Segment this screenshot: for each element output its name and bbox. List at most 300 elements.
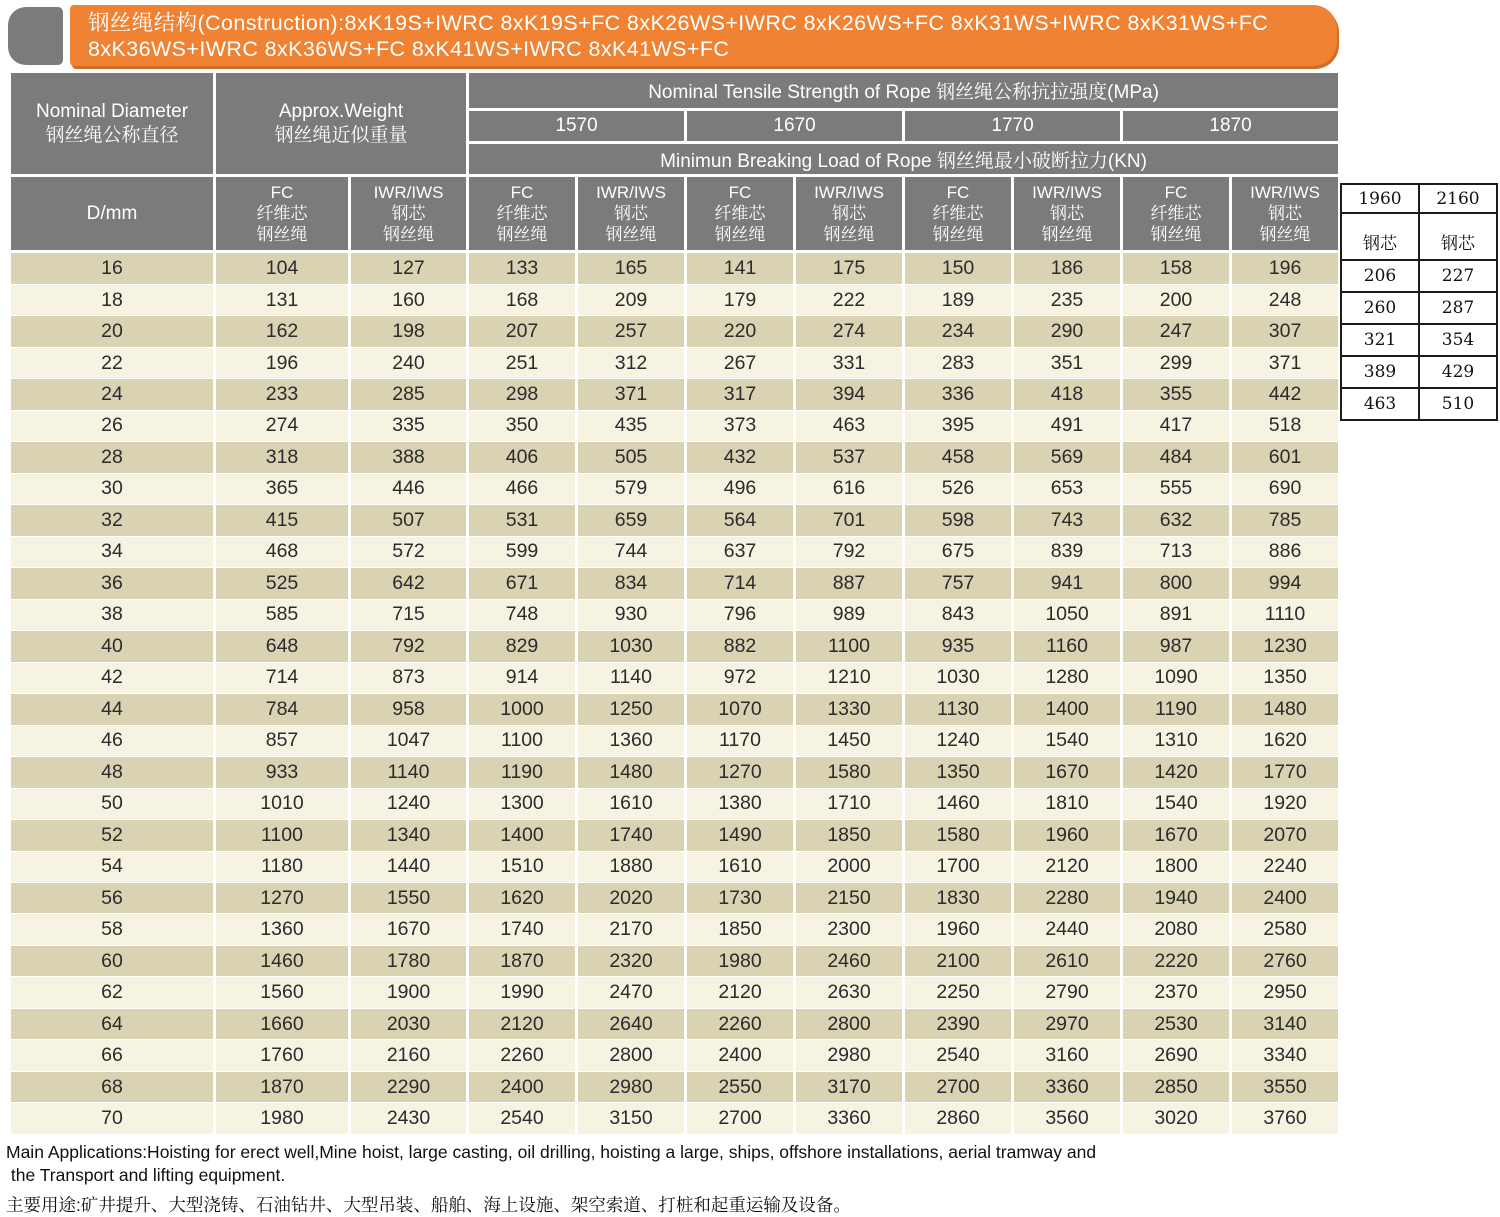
breaking-load-cell: 189 (904, 284, 1013, 315)
breaking-load-cell: 632 (1122, 505, 1231, 536)
breaking-load-cell: 1560 (215, 977, 350, 1008)
breaking-load-cell: 442 (1231, 379, 1340, 410)
breaking-load-cell: 1110 (1231, 599, 1340, 630)
breaking-load-cell: 2240 (1231, 851, 1340, 882)
iwr-iws-column-header: IWR/IWS 钢芯 钢丝绳 (1013, 176, 1122, 252)
breaking-load-cell: 2970 (1013, 1008, 1122, 1039)
nominal-diameter-zh: 钢丝绳公称直径 (45, 124, 179, 146)
breaking-load-cell: 891 (1122, 599, 1231, 630)
breaking-load-cell: 2630 (795, 977, 904, 1008)
breaking-load-cell: 3340 (1231, 1040, 1340, 1071)
breaking-load-cell: 2440 (1013, 914, 1122, 945)
extra-grade-core-row (1341, 213, 1497, 260)
breaking-load-cell: 1770 (1231, 757, 1340, 788)
breaking-load-cell: 1180 (215, 851, 350, 882)
breaking-load-cell: 1030 (904, 662, 1013, 693)
breaking-load-cell: 2700 (686, 1103, 795, 1135)
breaking-load-cell: 2030 (350, 1008, 468, 1039)
breaking-load-cell: 235 (1013, 284, 1122, 315)
diameter-cell: 22 (10, 347, 215, 378)
extra-grade-data-row (1341, 388, 1497, 420)
breaking-load-cell: 2550 (686, 1071, 795, 1102)
breaking-load-cell: 1670 (1013, 757, 1122, 788)
fc-column-header: FC 纤维芯 钢丝绳 (215, 176, 350, 252)
breaking-load-cell: 525 (215, 568, 350, 599)
breaking-load-cell: 784 (215, 694, 350, 725)
breaking-load-cell: 458 (904, 442, 1013, 473)
breaking-load-cell: 564 (686, 505, 795, 536)
table-row (10, 820, 1340, 851)
breaking-load-cell: 3550 (1231, 1071, 1340, 1102)
diameter-cell: 36 (10, 568, 215, 599)
breaking-load-cell: 1940 (1122, 883, 1231, 914)
breaking-load-cell: 1740 (577, 820, 686, 851)
breaking-load-cell: 1870 (215, 1071, 350, 1102)
extra-grade-header-row (1341, 184, 1497, 213)
breaking-load-cell: 234 (904, 316, 1013, 347)
breaking-load-cell: 744 (577, 536, 686, 567)
breaking-load-cell: 1140 (350, 757, 468, 788)
breaking-load-cell: 714 (686, 568, 795, 599)
breaking-load-cell: 2020 (577, 883, 686, 914)
table-row (10, 1071, 1340, 1102)
breaking-load-cell: 1310 (1122, 725, 1231, 756)
breaking-load-cell: 318 (215, 442, 350, 473)
breaking-load-cell: 935 (904, 631, 1013, 662)
breaking-load-cell: 371 (1231, 347, 1340, 378)
construction-banner-line2: 8xK36WS+IWRC 8xK36WS+FC 8xK41WS+IWRC 8xK41WS+FC (88, 37, 730, 61)
diameter-cell: 58 (10, 914, 215, 945)
extra-grade-value-cell: 321 (1341, 324, 1419, 356)
breaking-load-cell: 418 (1013, 379, 1122, 410)
fc-column-header: FC 纤维芯 钢丝绳 (1122, 176, 1231, 252)
breaking-load-cell: 2000 (795, 851, 904, 882)
breaking-load-cell: 1440 (350, 851, 468, 882)
table-row (10, 662, 1340, 693)
breaking-load-cell: 958 (350, 694, 468, 725)
breaking-load-cell: 1100 (215, 820, 350, 851)
breaking-load-cell: 435 (577, 410, 686, 441)
breaking-load-cell: 2860 (904, 1103, 1013, 1135)
breaking-load-cell: 3760 (1231, 1103, 1340, 1135)
breaking-load-cell: 351 (1013, 347, 1122, 378)
breaking-load-cell: 972 (686, 662, 795, 693)
breaking-load-cell: 1480 (577, 757, 686, 788)
breaking-load-cell: 989 (795, 599, 904, 630)
breaking-load-cell: 518 (1231, 410, 1340, 441)
breaking-load-cell: 1870 (468, 945, 577, 976)
breaking-load-cell: 1270 (215, 883, 350, 914)
breaking-load-cell: 930 (577, 599, 686, 630)
breaking-load-cell: 1000 (468, 694, 577, 725)
breaking-load-cell: 160 (350, 284, 468, 315)
breaking-load-cell: 240 (350, 347, 468, 378)
breaking-load-cell: 648 (215, 631, 350, 662)
breaking-load-cell: 133 (468, 252, 577, 285)
breaking-load-cell: 365 (215, 473, 350, 504)
breaking-load-cell: 1160 (1013, 631, 1122, 662)
breaking-load-cell: 834 (577, 568, 686, 599)
breaking-load-cell: 141 (686, 252, 795, 285)
breaking-load-cell: 2400 (1231, 883, 1340, 914)
diameter-cell: 26 (10, 410, 215, 441)
breaking-load-cell: 299 (1122, 347, 1231, 378)
breaking-load-cell: 1780 (350, 945, 468, 976)
diameter-cell: 16 (10, 252, 215, 285)
breaking-load-cell: 2120 (686, 977, 795, 1008)
breaking-load-cell: 283 (904, 347, 1013, 378)
breaking-load-cell: 1230 (1231, 631, 1340, 662)
diameter-cell: 54 (10, 851, 215, 882)
diameter-cell: 52 (10, 820, 215, 851)
extra-grade-value-cell: 260 (1341, 292, 1419, 324)
breaking-load-cell: 2320 (577, 945, 686, 976)
construction-banner (70, 5, 1337, 66)
breaking-load-cell: 350 (468, 410, 577, 441)
breaking-load-cell: 274 (795, 316, 904, 347)
breaking-load-cell: 1620 (1231, 725, 1340, 756)
diameter-cell: 50 (10, 788, 215, 819)
breaking-load-cell: 2640 (577, 1008, 686, 1039)
table-row (10, 757, 1340, 788)
breaking-load-cell: 290 (1013, 316, 1122, 347)
diameter-cell: 68 (10, 1071, 215, 1102)
breaking-load-cell: 839 (1013, 536, 1122, 567)
breaking-load-cell: 675 (904, 536, 1013, 567)
table-row (10, 945, 1340, 976)
breaking-load-cell: 1047 (350, 725, 468, 756)
breaking-load-cell: 388 (350, 442, 468, 473)
breaking-load-cell: 1100 (468, 725, 577, 756)
breaking-load-cell: 285 (350, 379, 468, 410)
diameter-cell: 56 (10, 883, 215, 914)
breaking-load-cell: 579 (577, 473, 686, 504)
breaking-load-cell: 933 (215, 757, 350, 788)
breaking-load-cell: 1850 (795, 820, 904, 851)
table-row (10, 851, 1340, 882)
breaking-load-cell: 209 (577, 284, 686, 315)
breaking-load-cell: 1380 (686, 788, 795, 819)
applications-en-line2: the Transport and lifting equipment. (6, 1165, 286, 1185)
rope-spec-table (8, 70, 1341, 1135)
breaking-load-cell: 200 (1122, 284, 1231, 315)
grade-1570-header: 1570 (468, 110, 686, 143)
table-row (10, 568, 1340, 599)
extra-grade-data-row (1341, 260, 1497, 292)
breaking-load-cell: 373 (686, 410, 795, 441)
breaking-load-cell: 2580 (1231, 914, 1340, 945)
breaking-load-cell: 857 (215, 725, 350, 756)
diameter-cell: 20 (10, 316, 215, 347)
breaking-load-cell: 415 (215, 505, 350, 536)
breaking-load-cell: 1920 (1231, 788, 1340, 819)
diameter-cell: 62 (10, 977, 215, 1008)
breaking-load-cell: 257 (577, 316, 686, 347)
breaking-load-cell: 1490 (686, 820, 795, 851)
diameter-cell: 32 (10, 505, 215, 536)
breaking-load-cell: 1100 (795, 631, 904, 662)
extra-grade-value-cell: 287 (1419, 292, 1497, 324)
iwr-iws-column-header: IWR/IWS 钢芯 钢丝绳 (350, 176, 468, 252)
breaking-load-cell: 507 (350, 505, 468, 536)
breaking-load-cell: 1400 (468, 820, 577, 851)
diameter-cell: 46 (10, 725, 215, 756)
table-row (10, 694, 1340, 725)
breaking-load-cell: 1130 (904, 694, 1013, 725)
breaking-load-cell: 158 (1122, 252, 1231, 285)
breaking-load-cell: 307 (1231, 316, 1340, 347)
table-row (10, 536, 1340, 567)
breaking-load-cell: 417 (1122, 410, 1231, 441)
breaking-load-cell: 1280 (1013, 662, 1122, 693)
breaking-load-cell: 2980 (795, 1040, 904, 1071)
steel-core-label: 钢芯 (1341, 213, 1419, 260)
breaking-load-cell: 1830 (904, 883, 1013, 914)
breaking-load-cell: 2540 (904, 1040, 1013, 1071)
breaking-load-cell: 585 (215, 599, 350, 630)
table-row (10, 1103, 1340, 1135)
table-row (10, 505, 1340, 536)
breaking-load-cell: 713 (1122, 536, 1231, 567)
approx-weight-zh: 钢丝绳近似重量 (274, 124, 408, 146)
table-row (10, 1008, 1340, 1039)
breaking-load-cell: 2100 (904, 945, 1013, 976)
breaking-load-cell: 2120 (1013, 851, 1122, 882)
diameter-cell: 18 (10, 284, 215, 315)
breaking-load-cell: 1960 (1013, 820, 1122, 851)
table-row (10, 914, 1340, 945)
breaking-load-cell: 162 (215, 316, 350, 347)
diameter-cell: 40 (10, 631, 215, 662)
breaking-load-cell: 395 (904, 410, 1013, 441)
breaking-load-cell: 1170 (686, 725, 795, 756)
breaking-load-cell: 887 (795, 568, 904, 599)
breaking-load-cell: 1610 (577, 788, 686, 819)
breaking-load-cell: 1620 (468, 883, 577, 914)
breaking-load-cell: 785 (1231, 505, 1340, 536)
breaking-load-cell: 1250 (577, 694, 686, 725)
breaking-load-cell: 1330 (795, 694, 904, 725)
breaking-load-cell: 1730 (686, 883, 795, 914)
breaking-load-cell: 1350 (904, 757, 1013, 788)
tensile-strength-header: Nominal Tensile Strength of Rope 钢丝绳公称抗拉强度(MPa) (468, 72, 1340, 110)
breaking-load-cell: 2290 (350, 1071, 468, 1102)
extra-grade-data-row (1341, 292, 1497, 324)
table-row (10, 379, 1340, 410)
breaking-load-cell: 701 (795, 505, 904, 536)
grade-1870-header: 1870 (1122, 110, 1340, 143)
extra-grade-value-cell: 354 (1419, 324, 1497, 356)
breaking-load-cell: 484 (1122, 442, 1231, 473)
breaking-load-cell: 104 (215, 252, 350, 285)
table-row (10, 599, 1340, 630)
rope-data-body (10, 252, 1340, 1135)
breaking-load-cell: 222 (795, 284, 904, 315)
breaking-load-cell: 1030 (577, 631, 686, 662)
breaking-load-cell: 598 (904, 505, 1013, 536)
breaking-load-cell: 2260 (686, 1008, 795, 1039)
breaking-load-cell: 1670 (1122, 820, 1231, 851)
breaking-load-cell: 659 (577, 505, 686, 536)
breaking-load-cell: 671 (468, 568, 577, 599)
breaking-load-cell: 1850 (686, 914, 795, 945)
breaking-load-cell: 131 (215, 284, 350, 315)
breaking-load-cell: 1240 (904, 725, 1013, 756)
breaking-load-cell: 743 (1013, 505, 1122, 536)
grade-1960-header: 1960 (1341, 184, 1419, 213)
breaking-load-cell: 2400 (468, 1071, 577, 1102)
breaking-load-cell: 2070 (1231, 820, 1340, 851)
breaking-load-cell: 1460 (904, 788, 1013, 819)
extra-grade-value-cell: 206 (1341, 260, 1419, 292)
breaking-load-cell: 2470 (577, 977, 686, 1008)
breaking-load-cell: 1190 (1122, 694, 1231, 725)
extra-grade-value-cell: 389 (1341, 356, 1419, 388)
breaking-load-cell: 1990 (468, 977, 577, 1008)
diameter-cell: 30 (10, 473, 215, 504)
extra-grade-value-cell: 463 (1341, 388, 1419, 420)
table-row (10, 442, 1340, 473)
breaking-load-cell: 987 (1122, 631, 1231, 662)
breaking-load-cell: 3020 (1122, 1103, 1231, 1135)
breaking-load-cell: 2390 (904, 1008, 1013, 1039)
breaking-load-cell: 3160 (1013, 1040, 1122, 1071)
breaking-load-cell: 2800 (577, 1040, 686, 1071)
fc-column-header: FC 纤维芯 钢丝绳 (904, 176, 1013, 252)
breaking-load-cell: 2170 (577, 914, 686, 945)
breaking-load-cell: 886 (1231, 536, 1340, 567)
breaking-load-cell: 3140 (1231, 1008, 1340, 1039)
breaking-load-cell: 1960 (904, 914, 1013, 945)
breaking-load-cell: 2430 (350, 1103, 468, 1135)
breaking-load-cell: 267 (686, 347, 795, 378)
diameter-cell: 28 (10, 442, 215, 473)
breaking-load-cell: 406 (468, 442, 577, 473)
breaking-load-cell: 317 (686, 379, 795, 410)
diameter-cell: 38 (10, 599, 215, 630)
breaking-load-cell: 2120 (468, 1008, 577, 1039)
diameter-cell: 24 (10, 379, 215, 410)
breaking-load-cell: 207 (468, 316, 577, 347)
breaking-load-cell: 468 (215, 536, 350, 567)
iwr-iws-column-header: IWR/IWS 钢芯 钢丝绳 (795, 176, 904, 252)
breaking-load-cell: 247 (1122, 316, 1231, 347)
breaking-load-cell: 555 (1122, 473, 1231, 504)
breaking-load-cell: 1740 (468, 914, 577, 945)
breaking-load-cell: 298 (468, 379, 577, 410)
table-row (10, 631, 1340, 662)
breaking-load-cell: 748 (468, 599, 577, 630)
table-row (10, 347, 1340, 378)
diameter-cell: 48 (10, 757, 215, 788)
grade-1670-header: 1670 (686, 110, 904, 143)
breaking-load-cell: 2400 (686, 1040, 795, 1071)
breaking-load-cell: 1550 (350, 883, 468, 914)
column-header-row (10, 176, 1340, 252)
diameter-cell: 70 (10, 1103, 215, 1135)
table-row (10, 284, 1340, 315)
breaking-load-cell: 3360 (1013, 1071, 1122, 1102)
breaking-load-cell: 2280 (1013, 883, 1122, 914)
breaking-load-cell: 196 (1231, 252, 1340, 285)
breaking-load-cell: 601 (1231, 442, 1340, 473)
corner-tab-decoration (8, 7, 63, 65)
breaking-load-cell: 432 (686, 442, 795, 473)
breaking-load-cell: 1540 (1122, 788, 1231, 819)
diameter-cell: 66 (10, 1040, 215, 1071)
breaking-load-cell: 1800 (1122, 851, 1231, 882)
breaking-load-cell: 1400 (1013, 694, 1122, 725)
extra-grade-value-cell: 510 (1419, 388, 1497, 420)
breaking-load-cell: 274 (215, 410, 350, 441)
breaking-load-cell: 2760 (1231, 945, 1340, 976)
breaking-load-cell: 1710 (795, 788, 904, 819)
breaking-load-cell: 196 (215, 347, 350, 378)
breaking-load-cell: 491 (1013, 410, 1122, 441)
table-row (10, 977, 1340, 1008)
breaking-load-cell: 1700 (904, 851, 1013, 882)
breaking-load-cell: 2250 (904, 977, 1013, 1008)
table-row (10, 883, 1340, 914)
breaking-load-cell: 394 (795, 379, 904, 410)
breaking-load-cell: 829 (468, 631, 577, 662)
breaking-load-cell: 1660 (215, 1008, 350, 1039)
steel-core-label: 钢芯 (1419, 213, 1497, 260)
breaking-load-cell: 251 (468, 347, 577, 378)
breaking-load-cell: 1610 (686, 851, 795, 882)
breaking-load-cell: 331 (795, 347, 904, 378)
breaking-load-cell: 2220 (1122, 945, 1231, 976)
extra-grade-value-cell: 429 (1419, 356, 1497, 388)
breaking-load-cell: 150 (904, 252, 1013, 285)
fc-column-header: FC 纤维芯 钢丝绳 (686, 176, 795, 252)
diameter-cell: 42 (10, 662, 215, 693)
breaking-load-cell: 336 (904, 379, 1013, 410)
breaking-load-cell: 2980 (577, 1071, 686, 1102)
breaking-load-cell: 572 (350, 536, 468, 567)
diameter-cell: 60 (10, 945, 215, 976)
breaking-load-cell: 792 (795, 536, 904, 567)
breaking-load-cell: 796 (686, 599, 795, 630)
breaking-load-cell: 2690 (1122, 1040, 1231, 1071)
table-row (10, 1040, 1340, 1071)
breaking-load-cell: 2800 (795, 1008, 904, 1039)
breaking-load-cell: 1350 (1231, 662, 1340, 693)
breaking-load-cell: 1580 (904, 820, 1013, 851)
breaking-load-cell: 1140 (577, 662, 686, 693)
breaking-load-cell: 1090 (1122, 662, 1231, 693)
breaking-load-cell: 914 (468, 662, 577, 693)
breaking-load-cell: 1070 (686, 694, 795, 725)
breaking-load-cell: 1880 (577, 851, 686, 882)
breaking-load-cell: 653 (1013, 473, 1122, 504)
table-row (10, 473, 1340, 504)
breaking-load-cell: 1240 (350, 788, 468, 819)
extra-grades-table (1340, 183, 1498, 421)
breaking-load-cell: 371 (577, 379, 686, 410)
breaking-load-cell: 175 (795, 252, 904, 285)
breaking-load-cell: 1190 (468, 757, 577, 788)
breaking-load-cell: 873 (350, 662, 468, 693)
breaking-load-cell: 616 (795, 473, 904, 504)
breaking-load-cell: 882 (686, 631, 795, 662)
breaking-load-cell: 3360 (795, 1103, 904, 1135)
breaking-load-cell: 466 (468, 473, 577, 504)
breaking-load-cell: 335 (350, 410, 468, 441)
breaking-load-cell: 2080 (1122, 914, 1231, 945)
breaking-load-cell: 1670 (350, 914, 468, 945)
d-mm-header: D/mm (10, 176, 215, 252)
